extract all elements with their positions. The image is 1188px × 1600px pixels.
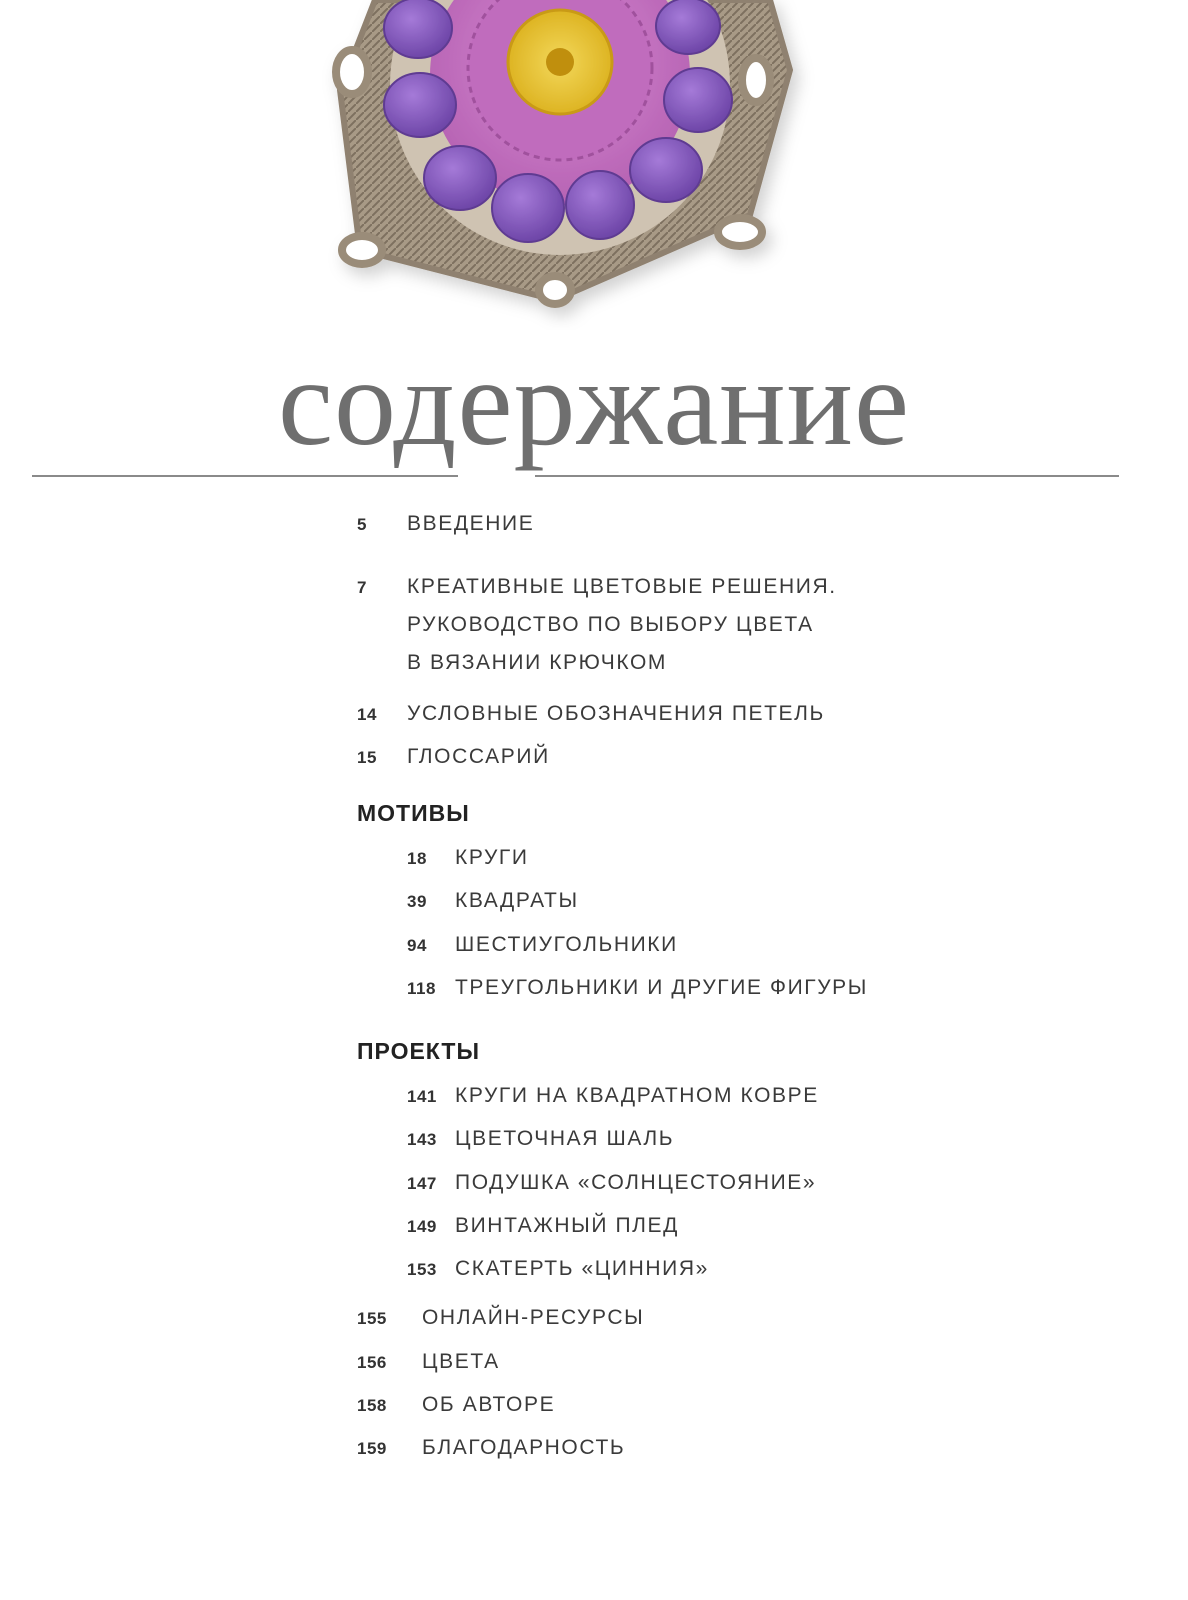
entry-label: ГЛОССАРИЙ	[407, 745, 550, 768]
entry-label: КВАДРАТЫ	[455, 889, 579, 912]
page-number: 153	[407, 1260, 437, 1279]
toc-entry[interactable]	[407, 1127, 674, 1151]
toc-entry[interactable]	[357, 512, 534, 536]
toc-entry[interactable]	[407, 889, 579, 913]
entry-label-line: РУКОВОДСТВО ПО ВЫБОРУ ЦВЕТА	[407, 613, 814, 636]
entry-label: ПОДУШКА «СОЛНЦЕСТОЯНИЕ»	[455, 1171, 817, 1194]
toc-entry[interactable]	[357, 1436, 625, 1460]
section-heading-projects: ПРОЕКТЫ	[357, 1038, 480, 1064]
section-heading-motifs: МОТИВЫ	[357, 800, 470, 826]
toc-entry[interactable]	[407, 1214, 679, 1238]
entry-label: УСЛОВНЫЕ ОБОЗНАЧЕНИЯ ПЕТЕЛЬ	[407, 702, 825, 725]
entry-label-line: В ВЯЗАНИИ КРЮЧКОМ	[407, 651, 667, 674]
entry-label: БЛАГОДАРНОСТЬ	[422, 1436, 626, 1459]
page-title: содержание	[277, 334, 911, 471]
page-number: 39	[407, 892, 427, 911]
page-number: 94	[407, 936, 427, 955]
entry-label: СКАТЕРТЬ «ЦИННИЯ»	[455, 1257, 709, 1280]
entry-label: ЦВЕТА	[422, 1350, 500, 1373]
entry-label: КРУГИ НА КВАДРАТНОМ КОВРЕ	[455, 1084, 819, 1107]
crochet-motif-image	[300, 0, 820, 330]
entry-label: ВВЕДЕНИЕ	[407, 512, 535, 535]
entry-label: ВИНТАЖНЫЙ ПЛЕД	[455, 1214, 679, 1237]
page-number: 15	[357, 748, 377, 767]
entry-label: ТРЕУГОЛЬНИКИ И ДРУГИЕ ФИГУРЫ	[455, 976, 868, 999]
toc-entry[interactable]	[407, 1257, 709, 1281]
page-number: 118	[407, 979, 436, 998]
page-number: 141	[407, 1087, 437, 1106]
entry-label: ОБ АВТОРЕ	[422, 1393, 556, 1416]
toc-entry[interactable]	[357, 745, 550, 769]
page-number: 149	[407, 1217, 437, 1236]
page-number: 143	[407, 1130, 437, 1149]
toc-entry[interactable]	[357, 1350, 500, 1374]
page-number: 18	[407, 849, 427, 868]
toc-entry[interactable]	[357, 702, 825, 726]
entry-label: ЦВЕТОЧНАЯ ШАЛЬ	[455, 1127, 675, 1150]
page-number: 5	[357, 515, 367, 534]
page-number: 147	[407, 1174, 437, 1193]
page-number: 14	[357, 705, 377, 724]
toc-entry[interactable]	[407, 976, 868, 1000]
toc-entry[interactable]	[357, 568, 837, 682]
toc-entry[interactable]	[407, 1171, 816, 1195]
entry-label: ШЕСТИУГОЛЬНИКИ	[455, 933, 678, 956]
entry-label: ОНЛАЙН-РЕСУРСЫ	[422, 1306, 645, 1329]
page-number: 155	[357, 1309, 387, 1328]
page-number: 158	[357, 1396, 387, 1415]
toc-entry[interactable]	[357, 1393, 555, 1417]
toc-entry[interactable]	[407, 1084, 819, 1108]
page-number: 159	[357, 1439, 387, 1458]
title-rule-right	[535, 475, 1119, 477]
entry-label	[407, 568, 837, 682]
page-number: 156	[357, 1353, 387, 1372]
toc-entry[interactable]	[407, 846, 529, 870]
page-number: 7	[357, 578, 367, 597]
toc-entry[interactable]	[357, 1306, 644, 1330]
title-rule-left	[32, 475, 458, 477]
toc-entry[interactable]	[407, 933, 678, 957]
entry-label: КРУГИ	[455, 846, 529, 869]
entry-label-line: КРЕАТИВНЫЕ ЦВЕТОВЫЕ РЕШЕНИЯ.	[407, 575, 837, 598]
